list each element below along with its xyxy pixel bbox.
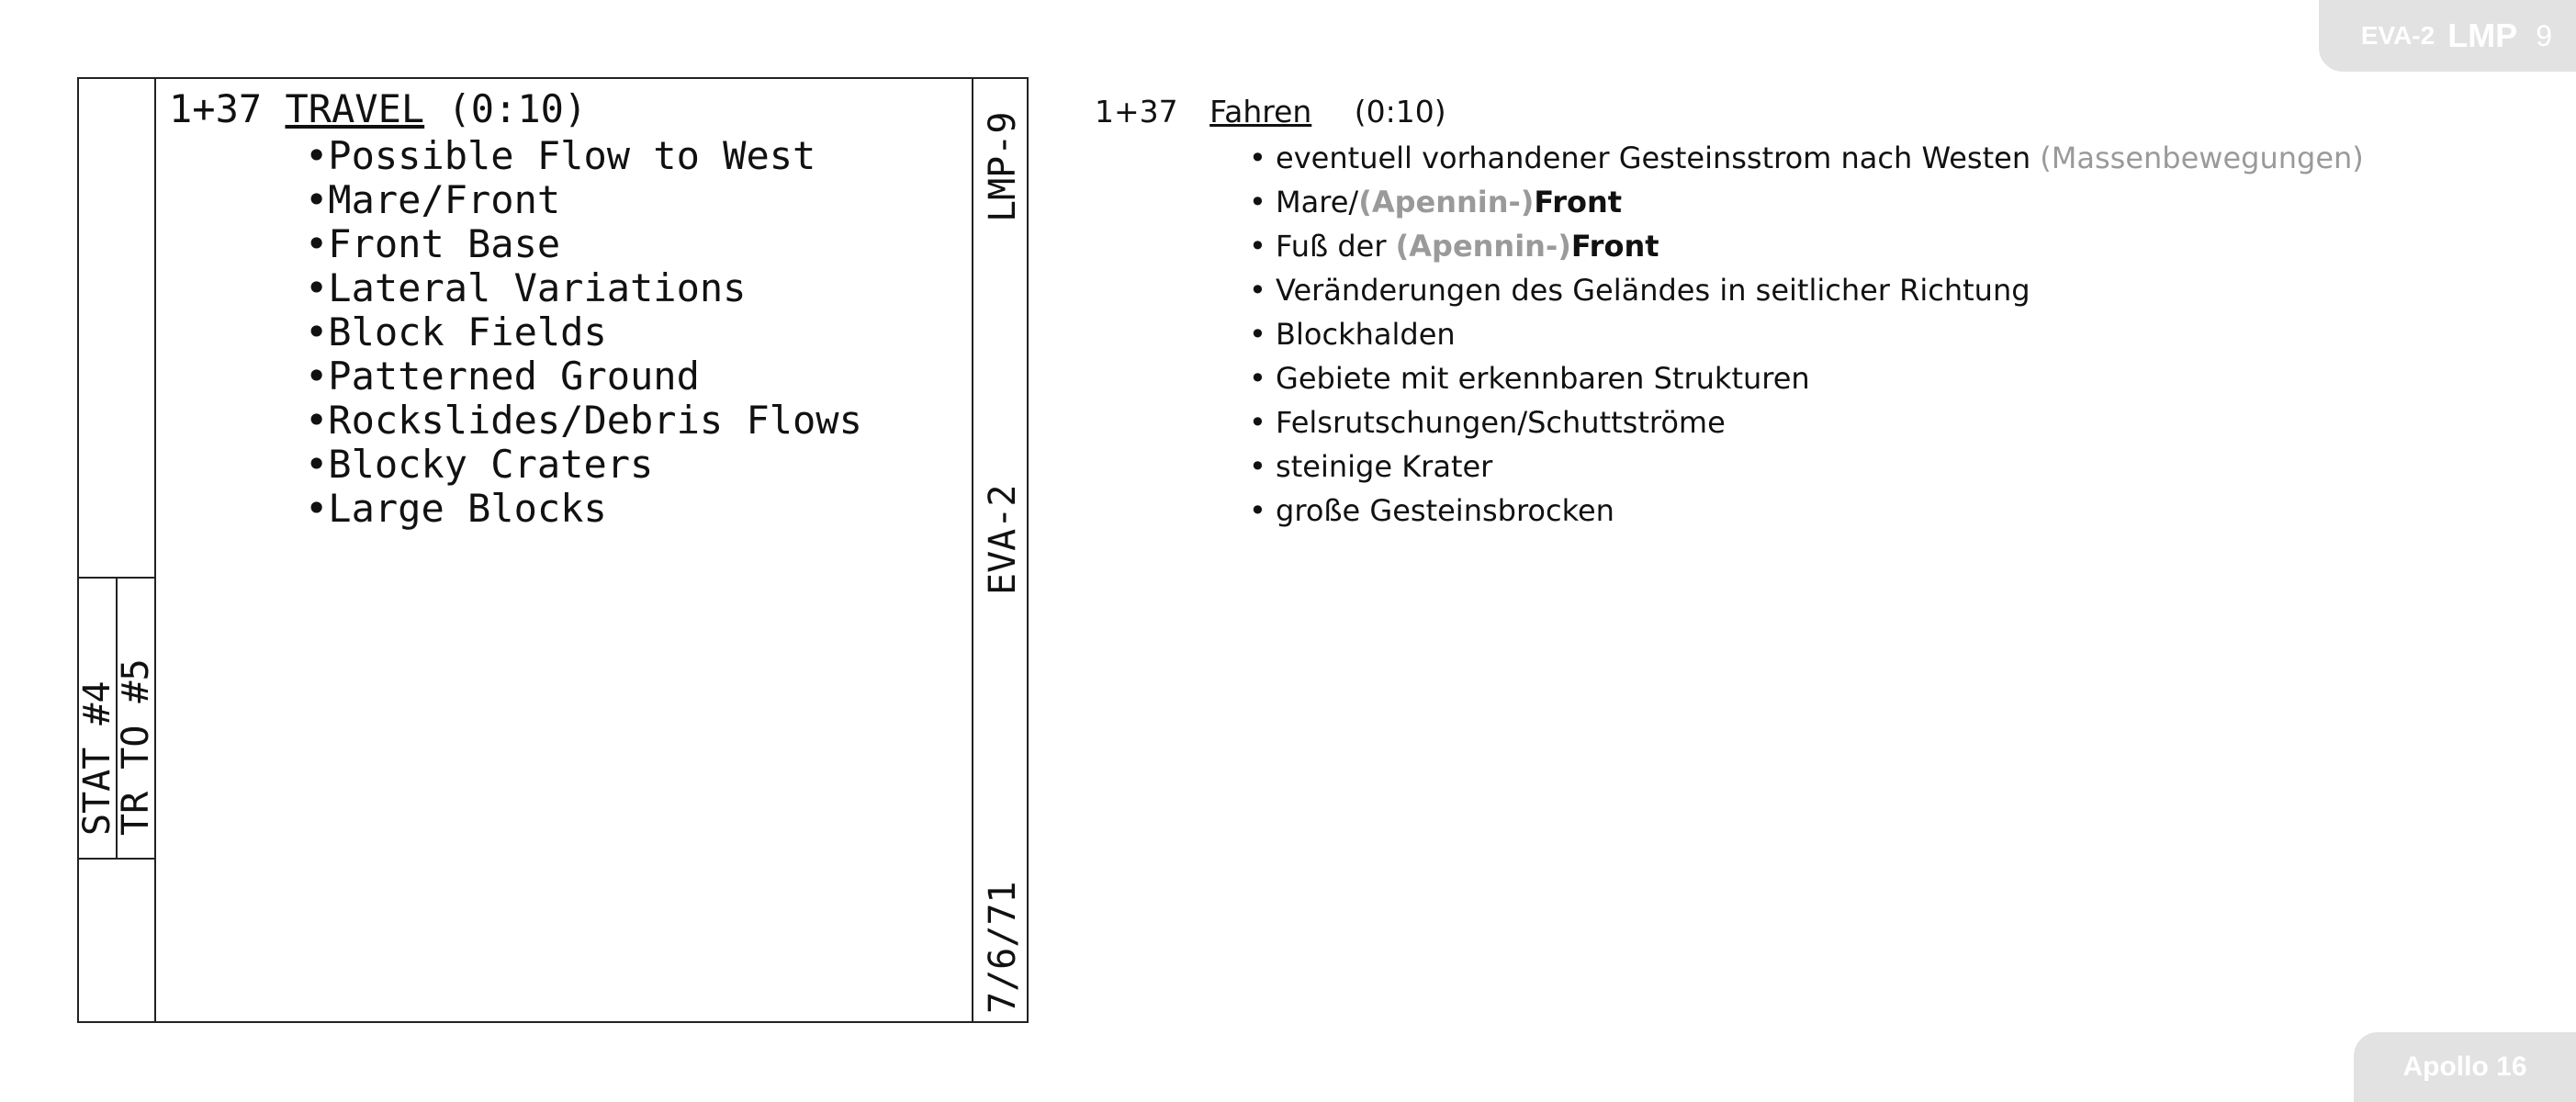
station-label: STAT #4 bbox=[76, 680, 118, 836]
card-right-margin bbox=[972, 79, 1027, 1021]
translation-activity: Fahren bbox=[1209, 94, 1312, 129]
list-item: • Front Base bbox=[305, 222, 972, 266]
translation-duration: (0:10) bbox=[1354, 94, 1446, 129]
list-item: • Possible Flow to West bbox=[305, 134, 972, 178]
list-item: • Block Fields bbox=[305, 310, 972, 354]
list-item: • Mare/Front bbox=[305, 178, 972, 222]
list-item: • Lateral Variations bbox=[305, 266, 972, 310]
checklist-card bbox=[77, 77, 1029, 1023]
card-time-code: 1+37 bbox=[169, 86, 263, 131]
translation-step-heading bbox=[1095, 92, 2527, 132]
list-item: • Rockslides/Debris Flows bbox=[305, 399, 972, 443]
list-item: • steinige Krater bbox=[1249, 444, 2527, 489]
page-header-tab bbox=[2319, 0, 2576, 72]
card-date: 7/6/71 bbox=[982, 881, 1024, 1014]
list-item: • Large Blocks bbox=[305, 487, 972, 531]
list-item: • eventuell vorhandener Gesteinsstrom nach Westen (Massenbewegungen) bbox=[1249, 136, 2527, 180]
translation-block bbox=[1095, 92, 2527, 533]
list-item: • Fuß der (Apennin-)Front bbox=[1249, 224, 2527, 268]
header-eva: EVA-2 bbox=[2360, 21, 2435, 50]
card-body bbox=[156, 79, 972, 1021]
header-page-number: 9 bbox=[2536, 18, 2552, 52]
list-item: • Patterned Ground bbox=[305, 354, 972, 399]
traverse-label: TR TO #5 bbox=[115, 658, 157, 836]
item-annotation: (Apennin-) bbox=[1358, 185, 1535, 219]
card-duration: (0:10) bbox=[447, 86, 588, 131]
card-eva-label: EVA-2 bbox=[982, 484, 1024, 595]
list-item: • Felsrutschungen/Schuttströme bbox=[1249, 400, 2527, 444]
card-activity: TRAVEL bbox=[285, 86, 425, 131]
list-item: • große Gesteinsbrocken bbox=[1249, 489, 2527, 533]
mission-footer-tab bbox=[2354, 1032, 2576, 1102]
card-left-margin bbox=[76, 79, 157, 1021]
translation-time-code: 1+37 bbox=[1095, 94, 1178, 129]
card-step-heading bbox=[169, 88, 972, 130]
header-role: LMP bbox=[2447, 17, 2518, 54]
item-note: (Massenbewegungen) bbox=[2040, 141, 2364, 175]
item-annotation: (Apennin-) bbox=[1395, 229, 1571, 264]
card-page-id: LMP-9 bbox=[982, 111, 1024, 222]
list-item: • Blocky Craters bbox=[305, 443, 972, 487]
list-item: • Blockhalden bbox=[1249, 312, 2527, 356]
list-item: • Mare/(Apennin-)Front bbox=[1249, 180, 2527, 224]
translation-item-list bbox=[1095, 136, 2527, 533]
footer-mission: Apollo 16 bbox=[2402, 1051, 2527, 1082]
list-item: • Gebiete mit erkennbaren Strukturen bbox=[1249, 356, 2527, 400]
card-item-list bbox=[169, 134, 972, 531]
list-item: • Veränderungen des Geländes in seitlicher Richtung bbox=[1249, 268, 2527, 312]
